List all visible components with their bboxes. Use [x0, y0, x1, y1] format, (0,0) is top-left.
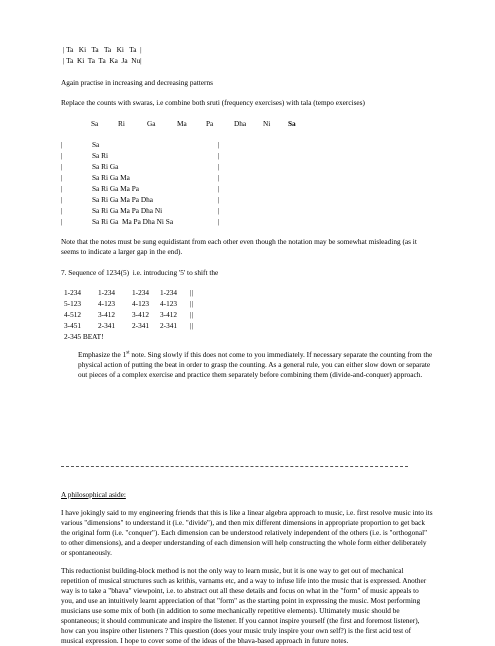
grid-cell: 1-234 — [160, 288, 178, 297]
swara-row: Sa Ri Ga Ma — [92, 173, 130, 182]
swara-row: Sa Ri Ga Ma Pa Dha Ni Sa — [92, 217, 174, 226]
grid-cell: 2-341 — [98, 321, 116, 330]
grid-cell: 5-123 — [64, 299, 82, 308]
grid-cell: 3-412 — [98, 310, 116, 319]
swara-row: Sa Ri Ga Ma Pa — [92, 184, 140, 193]
emphasize-paragraph: Emphasize the 1st note. Sing slowly if this does not come to you immediately. If necessary separate the counting from the physical action of putting the beat in order to grasp the counting. As a general rule, you can either slow down or separate out pieces of a complex exercise and practice them separately before combining them (divide-and-conquer) approach. — [78, 350, 433, 379]
aside-paragraph-1: I have jokingly said to my engineering friends that this is like a linear algebra approach to music, i.e. first resolve music into its various "dimensions" to understand it (i.e. "divide"), and then mix different dimensions in appropriate proportion to get back the original form (i.e. "conquer"). Each dimension can be understood relatively independent of the others (i.e. is "orthogonal" to other dimensions), and a deeper understanding of each dimension will help constructing the whole form either deliberately or spontaneously. — [61, 508, 433, 557]
swara-ma: Ma — [177, 119, 187, 128]
grid-cell: 3-412 — [132, 310, 150, 319]
grid-cell: 1-234 — [64, 288, 82, 297]
swara-ga: Ga — [147, 119, 156, 128]
swara-ni: Ni — [263, 119, 271, 128]
tala-line-2: | Ta Ki Ta Ta Ka Ja Nu| — [63, 56, 142, 65]
grid-cell: 4-123 — [98, 299, 116, 308]
grid-cell: 4-123 — [132, 299, 150, 308]
swara-row: Sa — [92, 140, 100, 149]
grid-cell: 4-123 — [160, 299, 178, 308]
tala-line-1: | Ta Ki Ta Ta Ki Ta | — [63, 45, 142, 54]
swara-row: Sa Ri Ga — [92, 162, 119, 171]
swara-sa-upper: Sa — [288, 119, 296, 128]
swara-dha: Dha — [234, 119, 247, 128]
grid-cell: 1-234 — [98, 288, 116, 297]
swara-pa: Pa — [206, 119, 214, 128]
aside-paragraph-2: This reductionist building-block method is not the only way to learn music, but it is one way to get out of mechanical repetition of musical structures such as krithis, varnams etc, and a way to infuse life into the music that is expressed. Another way is to take a "bhava" viewpoint, i.e. to abstract out all these details and focus on what in the "form" of music appeals to you, and use an intuitively learnt appreciation of that "form" as the starting point in expressing the music. Most performing musicians use some mix of both (in addition to some mechanically repetitive elements). Ultimately music should be spontaneous; it should communicate and inspire the listener. If you cannot inspire yourself (the first and foremost listener), how can you inspire other listeners ? This question (does your music truly inspire your own self?) is the first acid test of musical expression. I hope to cover some of the ideas of the bhava-based approach in future notes. — [61, 566, 427, 645]
swara-row: Sa Ri — [92, 151, 109, 160]
swara-row: Sa Ri Ga Ma Pa Dha Ni — [92, 206, 163, 215]
grid-cell: 4-512 — [64, 310, 82, 319]
grid-cell: 1-234 — [132, 288, 150, 297]
swara-sa: Sa — [91, 119, 99, 128]
replace-note: Replace the counts with swaras, i.e combine both sruti (frequency exercises) with tala (tempo exercises) — [61, 98, 365, 107]
aside-heading: A philosophical aside: — [61, 490, 126, 499]
grid-cell: 3-412 — [160, 310, 178, 319]
grid-cell: 2-341 — [160, 321, 178, 330]
grid-cell: 3-451 — [64, 321, 82, 330]
equidistant-note: Note that the notes must be sung equidistant from each other even though the notation may be somewhat misleading (as it seems to indicate a larger gap in the end). — [61, 237, 417, 256]
grid-cell: 2-341 — [132, 321, 150, 330]
beat-label: 2-345 BEAT! — [64, 332, 104, 341]
dashed-divider — [61, 466, 408, 467]
practise-note: Again practise in increasing and decreasing patterns — [61, 78, 213, 87]
sequence-heading: 7. Sequence of 1234(5) i.e. introducing '5' to shift the — [61, 268, 219, 277]
swara-ri: Ri — [118, 119, 125, 128]
swara-row: Sa Ri Ga Ma Pa Dha — [92, 195, 154, 204]
